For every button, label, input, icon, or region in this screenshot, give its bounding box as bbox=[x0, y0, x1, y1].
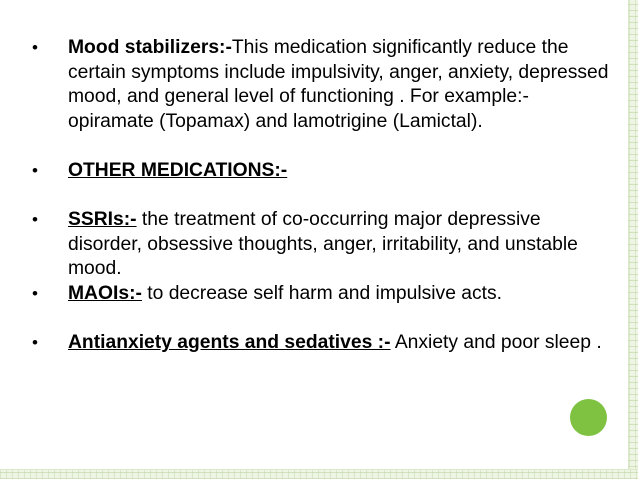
item-label: Mood stabilizers:- bbox=[68, 37, 232, 58]
decorative-border-bottom bbox=[0, 469, 638, 479]
spacer bbox=[26, 307, 616, 332]
item-text: to decrease self harm and impulsive acts. bbox=[141, 282, 502, 304]
bullet-icon: • bbox=[32, 38, 38, 57]
bullet-item-antianxiety bbox=[26, 331, 616, 356]
bullet-icon: • bbox=[32, 210, 38, 230]
bullet-item-other-medications bbox=[26, 159, 616, 184]
item-text: This medication significantly reduce the certain symptoms include impulsivity, anger, anxiety, depressed mood, and general level of functioning . For example:- opiramate (Topamax) and lamotrigine (Lamictal). bbox=[68, 37, 609, 132]
bullet-item-ssris bbox=[26, 208, 616, 282]
item-label: OTHER MEDICATIONS:- bbox=[68, 159, 288, 181]
item-label: SSRIs:- bbox=[68, 209, 137, 231]
bullet-icon: • bbox=[32, 160, 38, 180]
slide-body bbox=[26, 36, 616, 356]
item-label: Antianxiety agents and sedatives :- bbox=[68, 332, 391, 354]
decorative-border-right bbox=[628, 0, 638, 479]
bullet-item-mood-stabilizers bbox=[26, 36, 616, 134]
bullet-icon: • bbox=[32, 333, 38, 353]
green-circle-decoration bbox=[570, 399, 607, 436]
item-text: the treatment of co-occurring major depressive disorder, obsessive thoughts, anger, irritability, and unstable mood. bbox=[68, 209, 578, 280]
bullet-item-maois bbox=[26, 282, 616, 307]
item-text: Anxiety and poor sleep . bbox=[390, 332, 602, 354]
spacer bbox=[26, 184, 616, 209]
bullet-icon: • bbox=[32, 283, 38, 303]
item-label: MAOIs:- bbox=[68, 282, 142, 304]
spacer bbox=[26, 134, 616, 159]
